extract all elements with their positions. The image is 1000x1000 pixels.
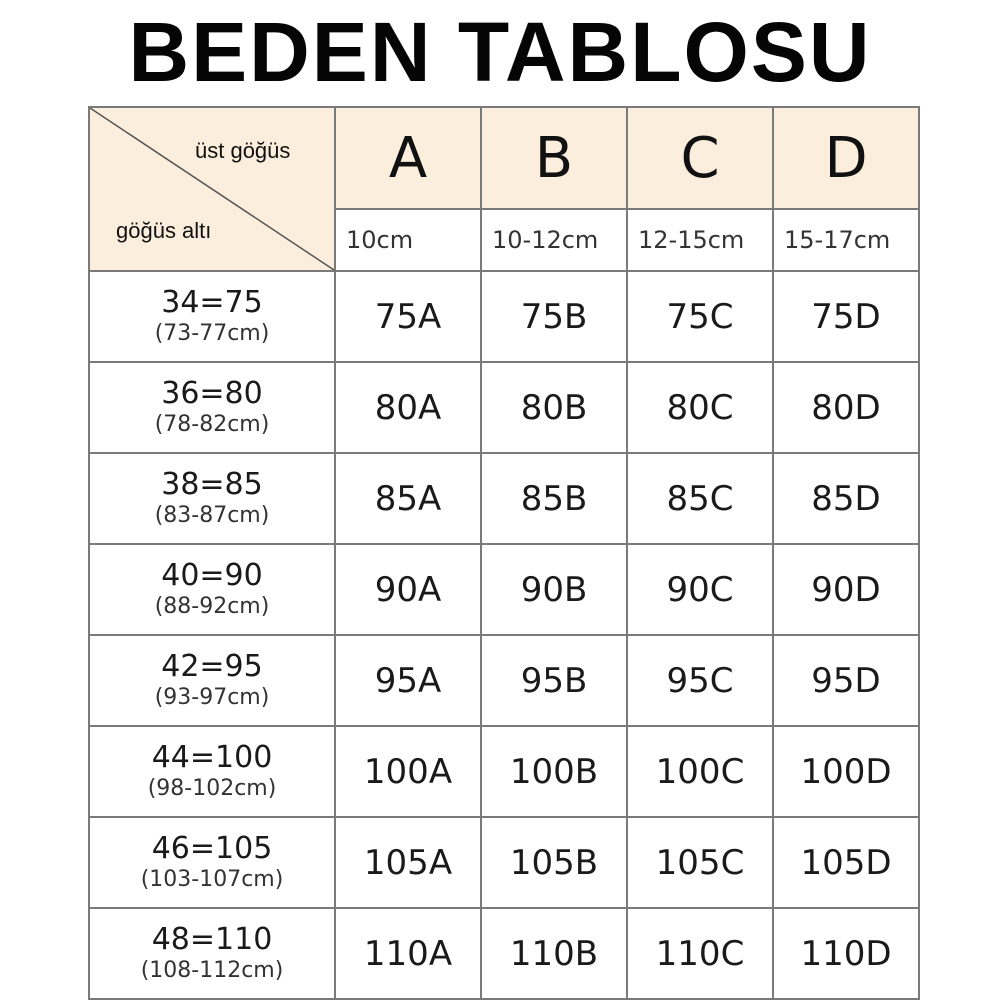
size-cell: 100C [627, 726, 773, 817]
corner-header-cell [89, 107, 335, 271]
band-size-cell [89, 271, 335, 362]
underbust-range-label: (103-107cm) [140, 866, 284, 892]
size-cell: 100A [335, 726, 481, 817]
upper-bust-label: üst göğüs [195, 138, 291, 163]
size-cell: 75A [335, 271, 481, 362]
table-row [89, 817, 919, 908]
band-size-label: 36=80 [161, 375, 263, 411]
band-size-label: 48=110 [151, 921, 273, 957]
band-size-label: 34=75 [161, 284, 263, 320]
size-cell: 95D [773, 635, 919, 726]
underbust-range-label: (83-87cm) [154, 502, 270, 528]
size-cell: 80B [481, 362, 627, 453]
band-size-cell [89, 726, 335, 817]
size-cell: 80C [627, 362, 773, 453]
size-cell: 95C [627, 635, 773, 726]
size-cell: 85B [481, 453, 627, 544]
cup-letter-c: C [627, 107, 773, 209]
size-cell: 75B [481, 271, 627, 362]
band-size-label: 42=95 [161, 648, 263, 684]
size-cell: 75D [773, 271, 919, 362]
size-cell: 80A [335, 362, 481, 453]
size-cell: 90A [335, 544, 481, 635]
table-row [89, 635, 919, 726]
size-cell: 110D [773, 908, 919, 999]
table-row [89, 271, 919, 362]
size-cell: 105C [627, 817, 773, 908]
cup-letter-a: A [335, 107, 481, 209]
size-cell: 95B [481, 635, 627, 726]
band-size-cell [89, 635, 335, 726]
size-cell: 110B [481, 908, 627, 999]
cup-diff-c: 12-15cm [627, 209, 773, 271]
size-cell: 105B [481, 817, 627, 908]
band-size-label: 40=90 [161, 557, 263, 593]
band-size-cell [89, 908, 335, 999]
band-size-cell [89, 453, 335, 544]
underbust-range-label: (108-112cm) [140, 957, 284, 983]
table-row [89, 544, 919, 635]
underbust-label: göğüs altı [116, 218, 212, 243]
band-size-cell [89, 544, 335, 635]
size-cell: 100B [481, 726, 627, 817]
size-cell: 95A [335, 635, 481, 726]
size-table [88, 106, 920, 1000]
table-row [89, 453, 919, 544]
size-cell: 110A [335, 908, 481, 999]
size-cell: 90D [773, 544, 919, 635]
underbust-range-label: (93-97cm) [154, 684, 270, 710]
cup-letter-d: D [773, 107, 919, 209]
size-cell: 80D [773, 362, 919, 453]
table-row [89, 908, 919, 999]
band-size-cell [89, 817, 335, 908]
table-row [89, 726, 919, 817]
size-cell: 85A [335, 453, 481, 544]
underbust-range-label: (98-102cm) [147, 775, 277, 801]
band-size-cell [89, 362, 335, 453]
underbust-range-label: (73-77cm) [154, 320, 270, 346]
diagonal-divider [90, 108, 336, 272]
band-size-label: 44=100 [151, 739, 273, 775]
size-cell: 90B [481, 544, 627, 635]
size-cell: 75C [627, 271, 773, 362]
size-cell: 105A [335, 817, 481, 908]
size-cell: 85C [627, 453, 773, 544]
size-cell: 90C [627, 544, 773, 635]
cup-letter-b: B [481, 107, 627, 209]
cup-letter-row [89, 107, 919, 209]
size-cell: 110C [627, 908, 773, 999]
cup-diff-a: 10cm [335, 209, 481, 271]
size-cell: 105D [773, 817, 919, 908]
underbust-range-label: (88-92cm) [154, 593, 270, 619]
table-row [89, 362, 919, 453]
size-cell: 100D [773, 726, 919, 817]
cup-diff-d: 15-17cm [773, 209, 919, 271]
cup-diff-b: 10-12cm [481, 209, 627, 271]
band-size-label: 38=85 [161, 466, 263, 502]
size-cell: 85D [773, 453, 919, 544]
band-size-label: 46=105 [151, 830, 273, 866]
page-title: BEDEN TABLOSU [128, 5, 872, 99]
underbust-range-label: (78-82cm) [154, 411, 270, 437]
